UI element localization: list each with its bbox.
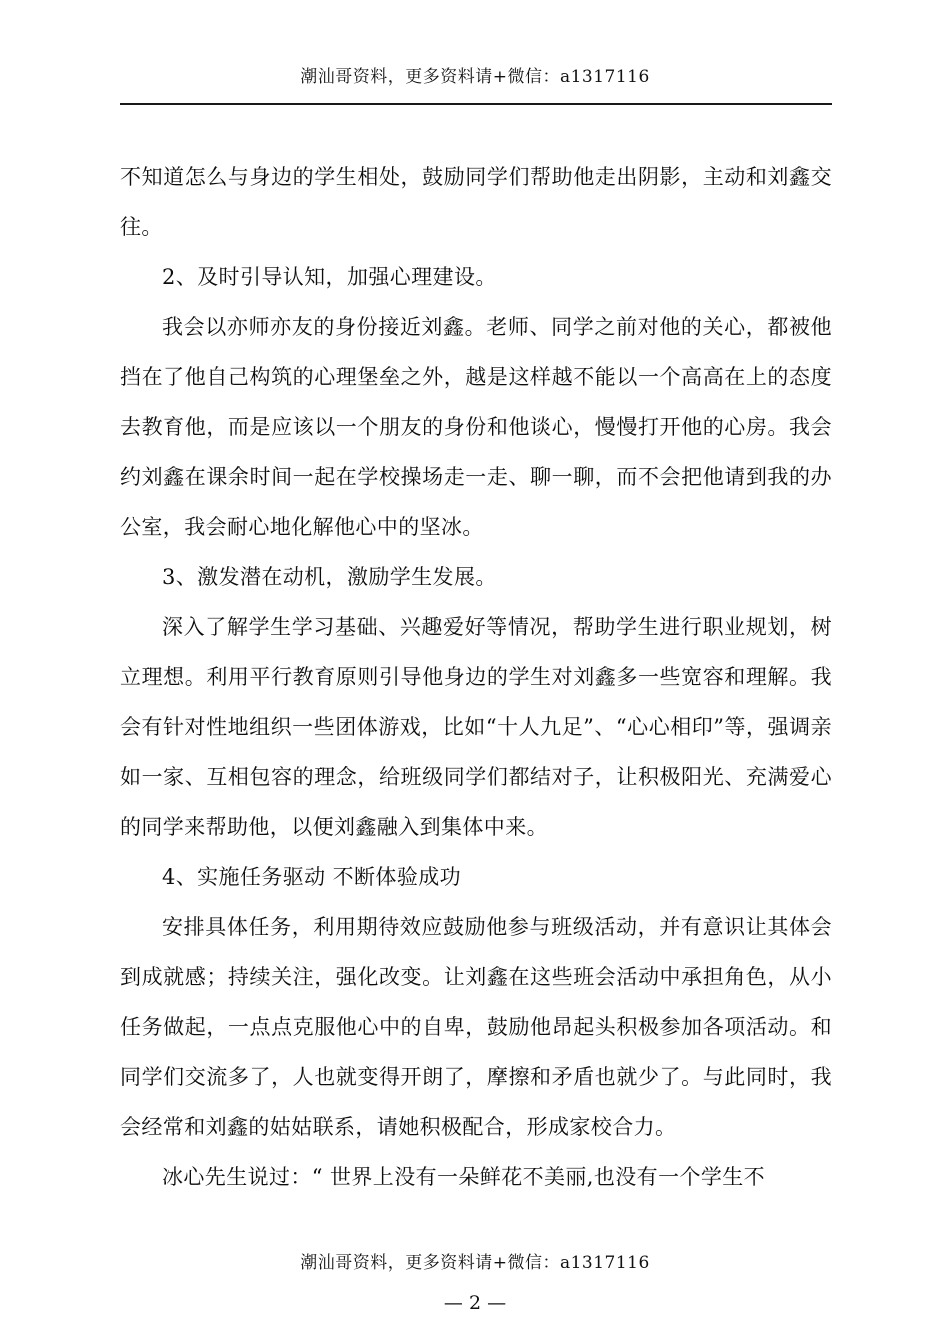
- paragraph: 安排具体任务，利用期待效应鼓励他参与班级活动，并有意识让其体会到成就感；持续关注，强化改变。让刘鑫在这些班会活动中承担角色，从小任务做起，一点点克服他心中的自卑，鼓励他昂起头积极参加各项活动。和同学们交流多了，人也就变得开朗了，摩擦和矛盾也就少了。与此同时，我会经常和刘鑫的姑姑联系，请她积极配合，形成家校合力。: [120, 915, 832, 1139]
- paragraph: 3、激发潜在动机，激励学生发展。: [162, 565, 497, 589]
- paragraph: 4、实施任务驱动 不断体验成功: [162, 865, 462, 889]
- document-body: [120, 152, 832, 1202]
- footer-watermark-text: 潮汕哥资料，更多资料请+微信：a1317116: [300, 1253, 650, 1273]
- paragraph: 2、及时引导认知，加强心理建设。: [162, 265, 497, 289]
- paragraph: 不知道怎么与身边的学生相处，鼓励同学们帮助他走出阴影，主动和刘鑫交往。: [120, 165, 832, 239]
- page-number: — 2 —: [443, 1292, 507, 1314]
- header-watermark-text: 潮汕哥资料，更多资料请+微信：a1317116: [300, 67, 650, 87]
- paragraph: 深入了解学生学习基础、兴趣爱好等情况，帮助学生进行职业规划，树立理想。利用平行教育原则引导他身边的学生对刘鑫多一些宽容和理解。我会有针对性地组织一些团体游戏，比如“十人九足”、“心心相印”等，强调亲如一家、互相包容的理念，给班级同学们都结对子，让积极阳光、充满爱心的同学来帮助他，以便刘鑫融入到集体中来。: [120, 615, 832, 839]
- page-header: [0, 62, 950, 87]
- paragraph: 冰心先生说过：“ 世界上没有一朵鲜花不美丽,也没有一个学生不: [162, 1165, 766, 1189]
- header-divider: [120, 103, 832, 105]
- paragraph: 我会以亦师亦友的身份接近刘鑫。老师、同学之前对他的关心，都被他挡在了他自己构筑的心理堡垒之外，越是这样越不能以一个高高在上的态度去教育他，而是应该以一个朋友的身份和他谈心，慢慢打开他的心房。我会约刘鑫在课余时间一起在学校操场走一走、聊一聊，而不会把他请到我的办公室，我会耐心地化解他心中的坚冰。: [120, 315, 832, 539]
